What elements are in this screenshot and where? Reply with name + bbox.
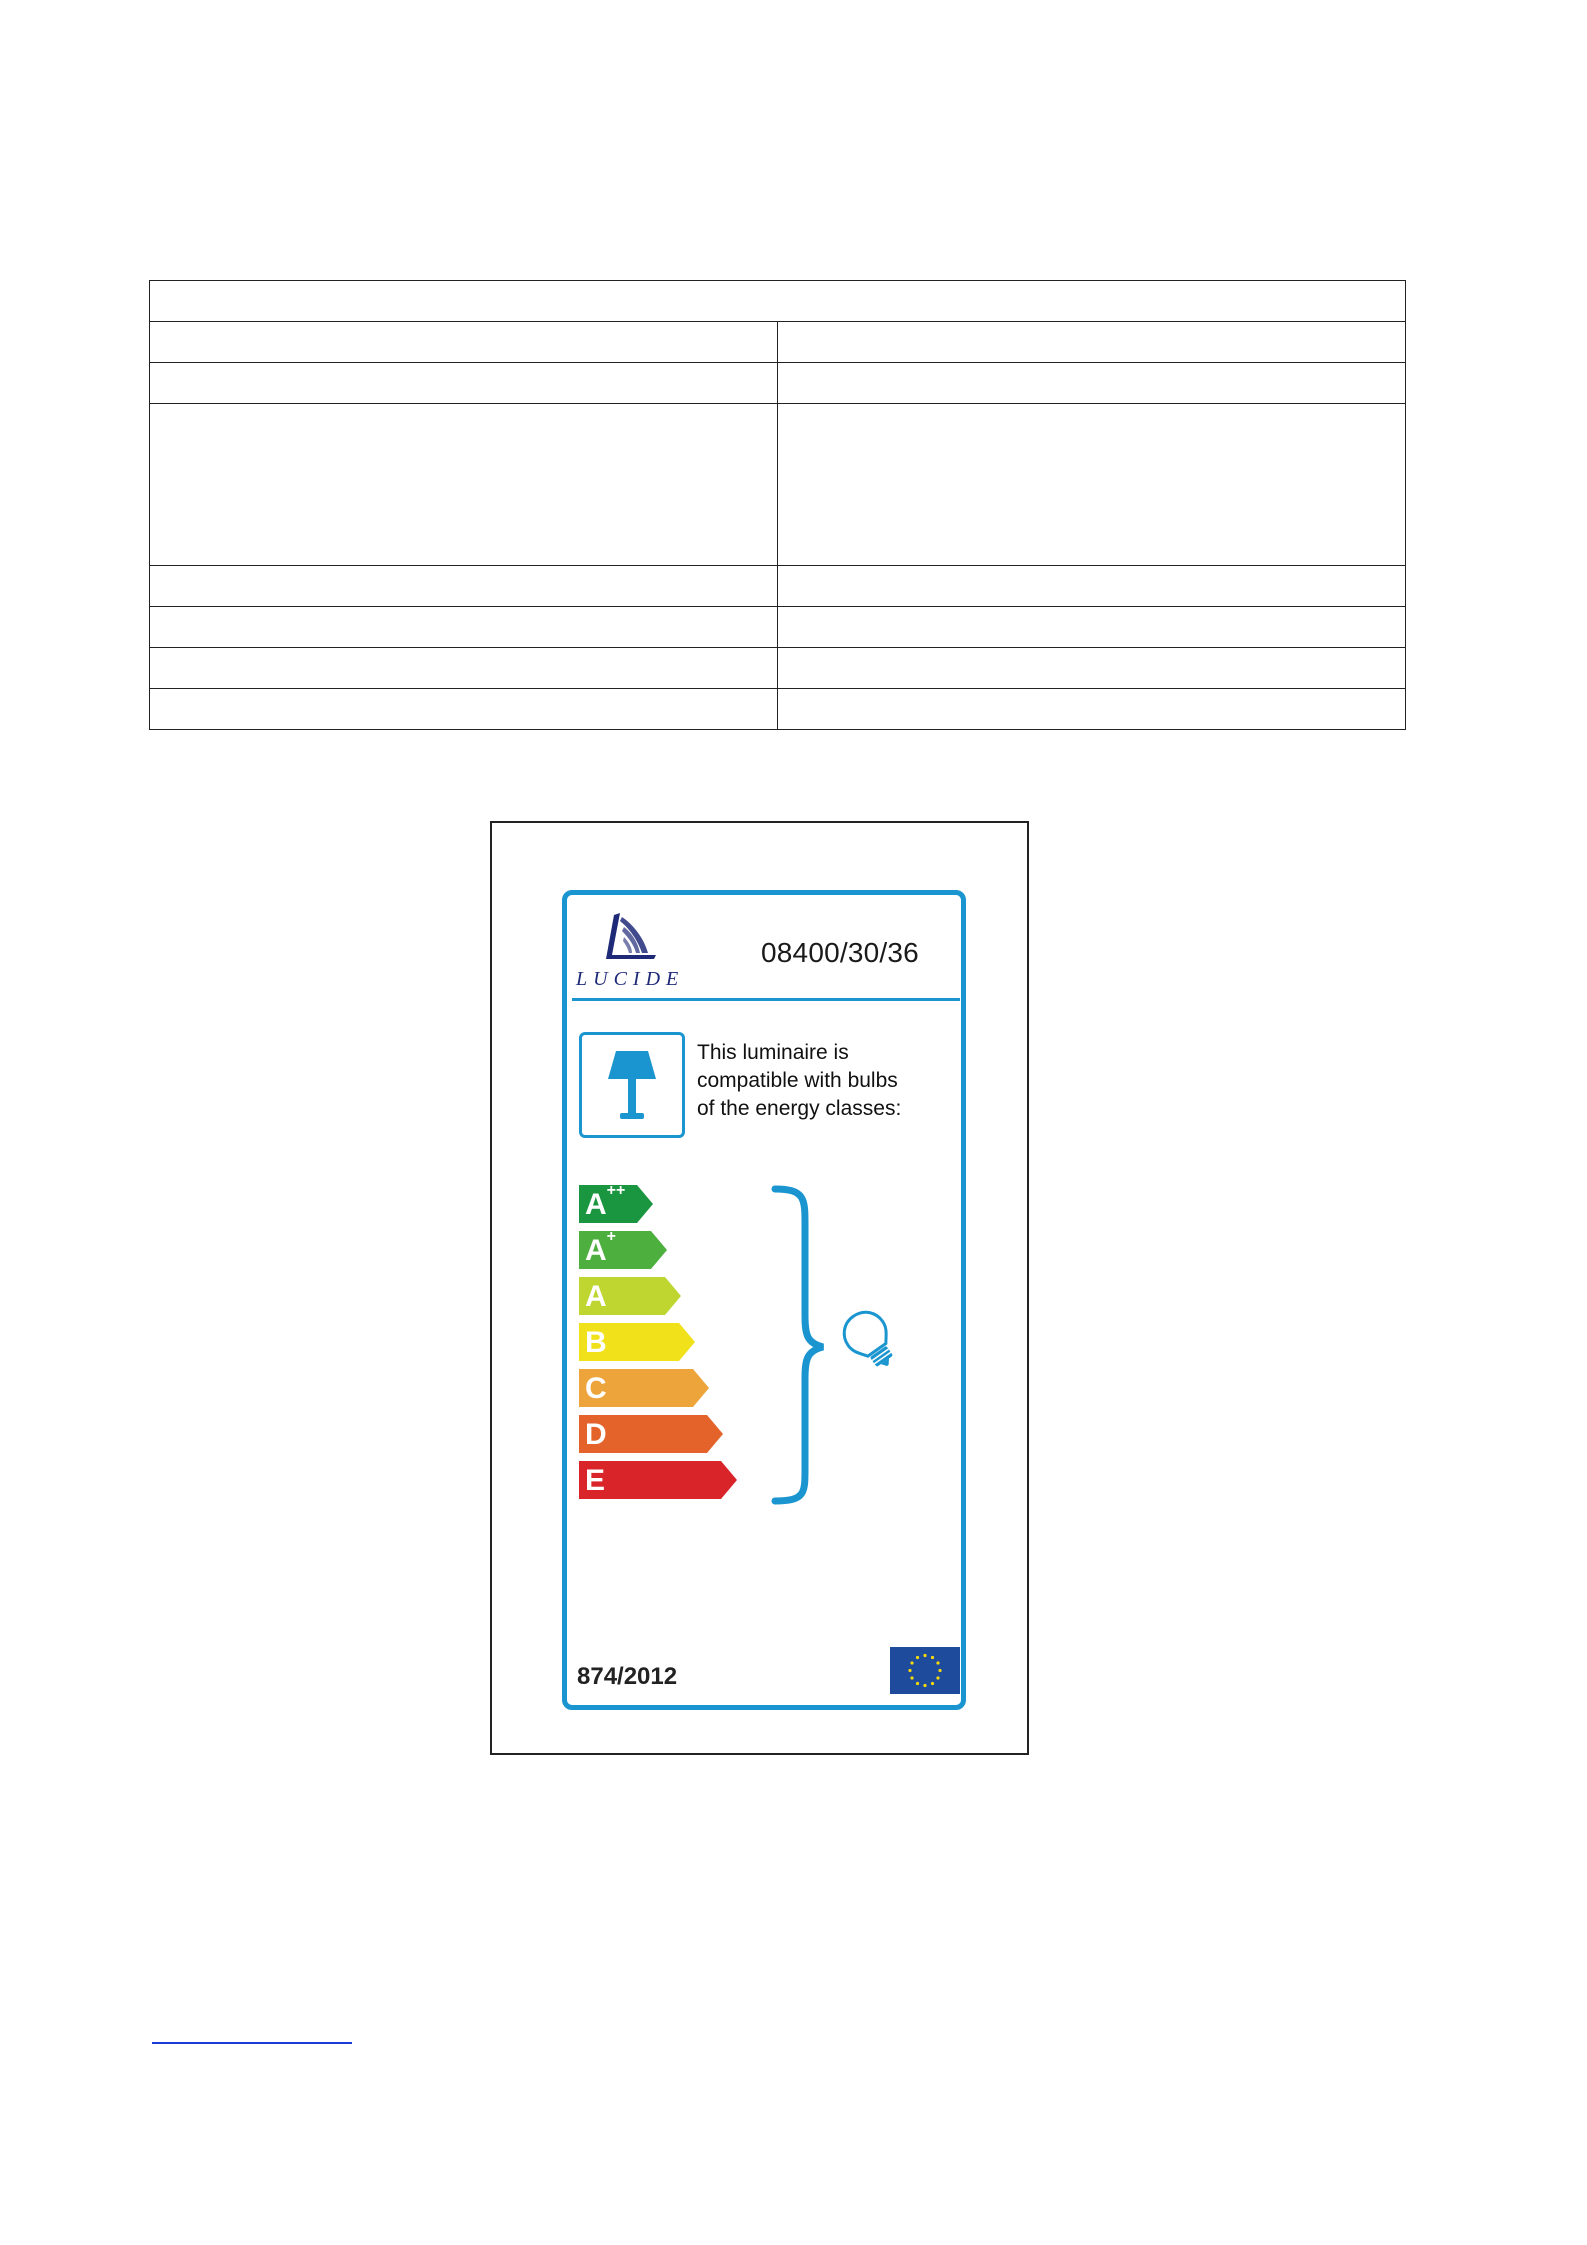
light-bulb-icon <box>835 1305 905 1375</box>
energy-class-label: A+ <box>585 1228 617 1267</box>
eu-flag-icon <box>890 1647 960 1694</box>
compatibility-line: of the energy classes: <box>697 1097 902 1120</box>
energy-label-frame <box>490 821 1029 1755</box>
lamp-icon <box>579 1032 685 1138</box>
table-cell <box>778 363 1406 404</box>
energy-class-arrow <box>579 1461 737 1499</box>
footer-link[interactable] <box>152 2020 352 2044</box>
energy-class-label: D <box>585 1418 607 1451</box>
table-title-cell <box>150 281 1406 322</box>
table-cell <box>150 607 778 648</box>
energy-class-label: E <box>585 1464 606 1497</box>
compatibility-line: This luminaire is <box>697 1041 849 1064</box>
energy-class-arrow <box>579 1277 681 1315</box>
energy-class-arrow <box>579 1415 723 1453</box>
table-cell <box>150 648 778 689</box>
energy-class-arrow <box>579 1228 667 1269</box>
regulation-number: 874/2012 <box>577 1663 678 1690</box>
table-cell <box>150 689 778 730</box>
energy-class-arrow <box>579 1182 653 1223</box>
energy-class-scale <box>579 1182 779 1525</box>
compatibility-line: compatible with bulbs <box>697 1069 898 1092</box>
table-cell <box>150 404 778 566</box>
energy-class-label: A++ <box>585 1182 626 1221</box>
energy-class-label: C <box>585 1372 607 1405</box>
table-cell <box>778 648 1406 689</box>
table-cell <box>778 566 1406 607</box>
energy-class-label: B <box>585 1326 607 1359</box>
compatibility-text <box>697 1039 957 1123</box>
table-cell <box>778 404 1406 566</box>
bracket-icon <box>767 1185 837 1505</box>
table-cell <box>778 689 1406 730</box>
energy-class-label: A <box>585 1280 607 1313</box>
energy-class-arrow <box>579 1323 695 1361</box>
svg-text:LUCIDE: LUCIDE <box>576 968 685 989</box>
energy-class-arrow <box>579 1369 709 1407</box>
table-cell <box>150 566 778 607</box>
table-cell <box>150 322 778 363</box>
energy-label <box>562 890 966 1710</box>
separator-line <box>572 998 960 1001</box>
model-number: 08400/30/36 <box>761 937 919 968</box>
table-cell <box>150 363 778 404</box>
table-cell <box>778 607 1406 648</box>
lucide-logo <box>572 909 692 989</box>
spec-table <box>149 280 1406 730</box>
table-cell <box>778 322 1406 363</box>
